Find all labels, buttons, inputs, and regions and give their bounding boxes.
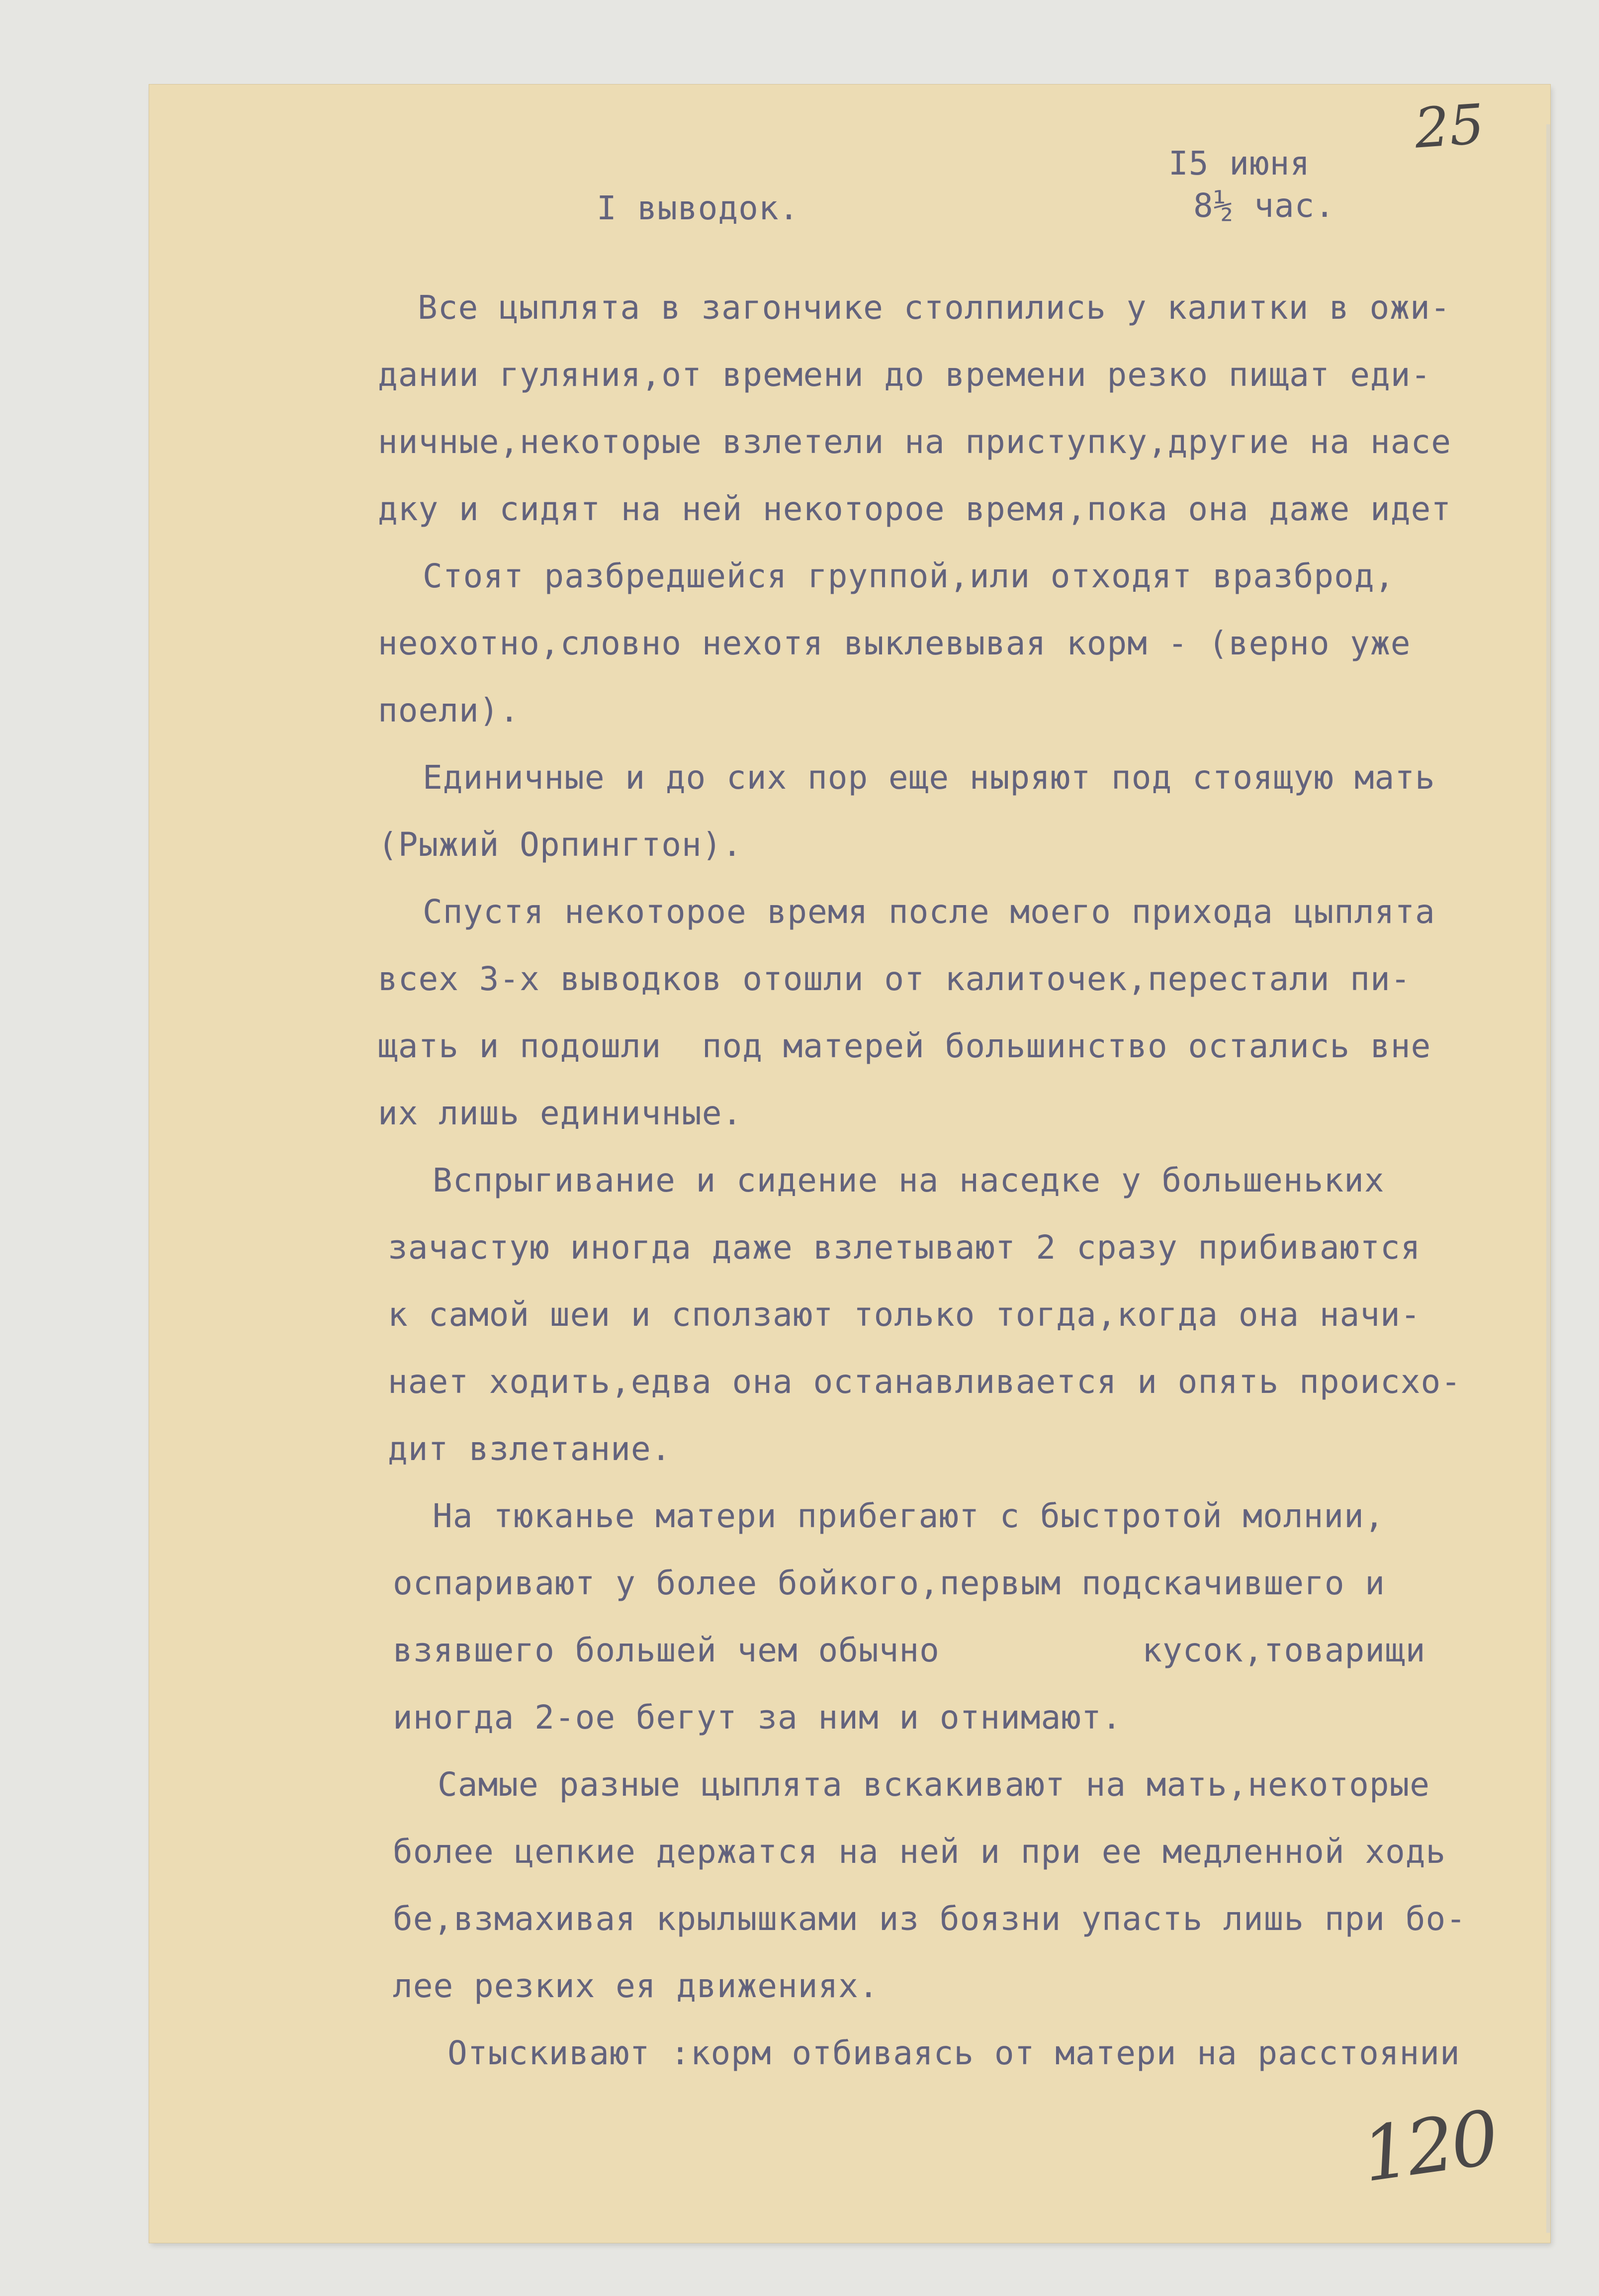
text-line: нает ходить,едва она останавливается и опять происхо- [388, 1363, 1461, 1401]
text-line: иногда 2-ое бегут за ним и отнимают. [393, 1698, 1122, 1737]
text-line: Отыскивают :корм отбиваясь от матери на расстоянии [447, 2034, 1460, 2072]
text-line: их лишь единичные. [378, 1094, 743, 1132]
text-line: (Рыжий Орпингтон). [378, 826, 743, 864]
text-line: лее резких ея движениях. [393, 1967, 879, 2005]
text-line: всех 3-х выводков отошли от калиточек,перестали пи- [378, 960, 1411, 998]
text-line: Стоят разбредшейся группой,или отходят вразброд, [423, 557, 1395, 595]
text-line: дит взлетание. [388, 1430, 672, 1468]
text-line: бе,взмахивая крылышками из боязни упасть лишь при бо- [393, 1900, 1466, 1938]
text-line: ничные,некоторые взлетели на приступку,другие на насе [378, 423, 1451, 461]
text-line: Единичные и до сих пор еще ныряют под стоящую мать [423, 758, 1435, 797]
text-line: поели). [378, 691, 520, 730]
text-line: дании гуляния,от времени до времени резко пищат еди- [378, 356, 1431, 394]
text-line: На тюканье матери прибегают с быстротой молнии, [433, 1497, 1385, 1535]
text-line: оспаривают у более бойкого,первым подскачившего и [393, 1564, 1386, 1602]
page-edge [1546, 124, 1550, 2233]
bottom-number: 120 [1357, 2095, 1502, 2199]
heading-time: 8½ час. [1193, 186, 1335, 225]
text-line: дку и сидят на ней некоторое время,пока она даже идет [378, 490, 1451, 528]
heading-title: I выводок. [597, 189, 800, 227]
heading-date: I5 июня [1168, 144, 1311, 183]
text-line: зачастую иногда даже взлетывают 2 сразу прибиваются [388, 1228, 1421, 1267]
text-line: к самой шеи и сползают только тогда,когда она начи- [388, 1295, 1421, 1334]
text-line: Все цыплята в загончике столпились у калитки в ожи- [418, 288, 1451, 327]
text-line: Самые разные цыплята вскакивают на мать,некоторые [438, 1765, 1430, 1804]
text-line: взявшего большей чем обычно кусок,товарищи [393, 1631, 1426, 1669]
text-line: более цепкие держатся на ней и при ее медленной ходь [393, 1833, 1446, 1871]
text-line: Вспрыгивание и сидение на наседке у большенькиx [433, 1161, 1385, 1199]
text-line: щать и подошли под матерей большинство остались вне [378, 1027, 1431, 1065]
text-line: Спустя некоторое время после моего прихода цыплята [423, 893, 1435, 931]
folio-number: 25 [1412, 92, 1487, 161]
text-line: неохотно,словно нехотя выклевывая корм - (верно уже [378, 624, 1411, 662]
